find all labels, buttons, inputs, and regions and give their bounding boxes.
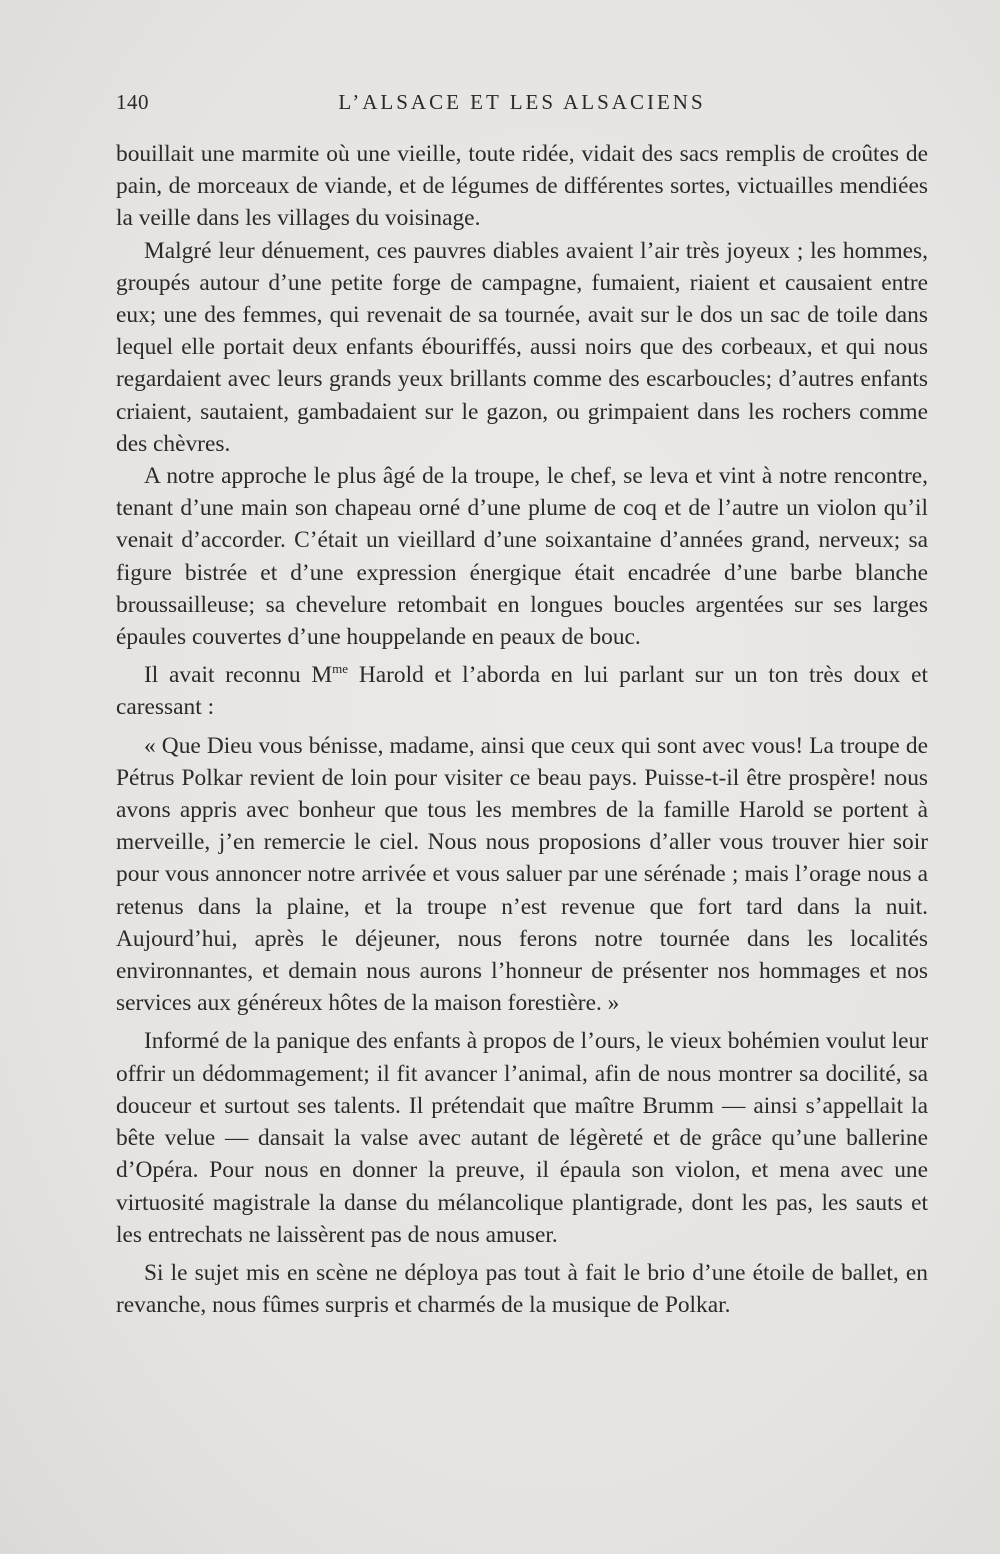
page-header [116, 90, 928, 120]
superscript-abbreviation: me [332, 661, 349, 677]
paragraph-continuation: bouillait une marmite où une vieille, toute ridée, vidait des sacs remplis de croûtes de pain, de morceaux de viande, et de légumes de différentes sortes, victuailles mendiées la veille dans les villages du voisinage. [116, 141, 928, 232]
paragraph [116, 659, 928, 723]
paragraph: Malgré leur dénuement, ces pauvres diables avaient l’air très joyeux ; les hommes, groupés autour d’une petite forge de campagne, fumaient, riaient et causaient entre eux; une des femmes, qui revenait de sa tournée, avait sur le dos un sac de toile dans lequel elle portait deux enfants ébouriffés, aussi noirs que des corbeaux, et qui nous regardaient avec leurs grands yeux brillants comme des escarboucles; d’autres enfants criaient, sautaient, gambadaient sur le gazon, ou grimpaient dans les rochers comme des chèvres. [116, 237, 928, 457]
page-number: 140 [116, 90, 149, 114]
body-text [116, 138, 928, 1321]
paragraph-text: Il avait reconnu M [144, 662, 333, 689]
paragraph: A notre approche le plus âgé de la troupe, le chef, se leva et vint à notre rencontre, tenant d’une main son chapeau orné d’une plume de coq et de l’autre un violon qu’il venait d’accorder. C’était un vieillard d’une soixantaine d’années grand, nerveux; sa figure bistrée et d’une expression énergique était encadrée d’une barbe blanche broussailleuse; sa chevelure retombait en longues boucles argentées sur ses larges épaules couvertes d’une houppelande en peaux de bouc. [116, 463, 928, 651]
running-title: L’ALSACE ET LES ALSACIENS [338, 90, 706, 114]
paragraph: Si le sujet mis en scène ne déploya pas tout à fait le brio d’une étoile de ballet, en revanche, nous fûmes surpris et charmés de la musique de Polkar. [116, 1259, 928, 1319]
paragraph: Informé de la panique des enfants à propos de l’ours, le vieux bohémien voulut leur offrir un dédommagement; il fit avancer l’animal, afin de nous montrer sa docilité, sa douceur et surtout ses talents. Il prétendait que maître Brumm — ainsi s’appellait la bête velue — dansait la valse avec autant de légèreté et de grâce qu’une ballerine d’Opéra. Pour nous en donner la preuve, il épaula son violon, et mena avec une virtuosité magistrale la danse du mélancolique plantigrade, dont les pas, les sauts et les entrechats ne laissèrent pas de nous amuser. [116, 1028, 928, 1248]
paragraph-quotation: « Que Dieu vous bénisse, madame, ainsi que ceux qui sont avec vous! La troupe de Pétrus Polkar revient de loin pour visiter ce beau pays. Puisse-t-il être prospère! nous avons appris avec bonheur que tous les membres de la famille Harold se portent à merveille, j’en remercie le ciel. Nous nous proposions d’aller vous trouver hier soir pour vous annoncer notre arrivée et vous saluer par une sérénade ; mais l’orage nous a retenus dans la plaine, et la troupe n’est revenue que fort tard dans la nuit. Aujourd’hui, après le déjeuner, nous ferons notre tournée dans les localités environnantes, et demain nous aurons l’honneur de présenter nos hommages et nos services aux généreux hôtes de la maison forestière. » [116, 732, 928, 1017]
paragraph-text: Harold et l’aborda en lui parlant sur un ton très doux et caressant : [116, 662, 928, 721]
